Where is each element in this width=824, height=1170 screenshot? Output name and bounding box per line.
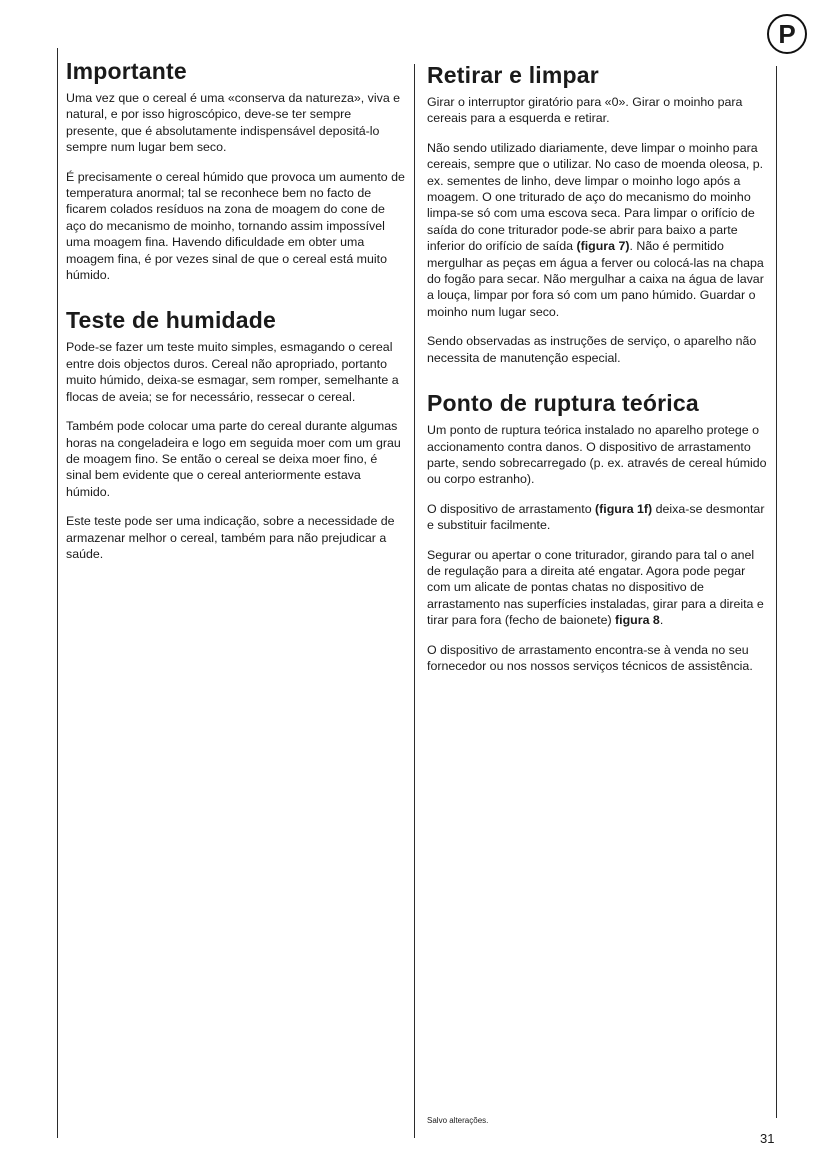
figure-reference: figura 8 [615,613,660,628]
left-column [66,58,406,575]
page-number: 31 [760,1131,775,1146]
paragraph [427,547,767,629]
text-run: Segurar ou apertar o cone triturador, girando para tal o anel de regulação para a direita até engatar. Agora pode pegar com um alicate de pontas chatas no dispositivo de arrastamento nas superfícies instaladas, girar para a direita e tirar para fora (fecho de baionete) [427,547,764,628]
left-margin-rule [57,48,58,1138]
language-badge: P [767,14,807,54]
paragraph [427,501,767,534]
text-run: O dispositivo de arrastamento [427,501,596,516]
section-teste-de-humidade [66,307,406,562]
paragraph: Um ponto de ruptura teórica instalado no aparelho protege o accionamento contra danos. O dispositivo de arrastamento parte, sendo sobrecarregado (p. ex. através de cereal húmido ou corpo estranho). [427,423,767,487]
figure-reference: (figura 7) [576,239,630,254]
text-run: . Não é permitido mergulhar as peças em água a ferver ou colocá-las na chapa do fogão para secar. Não mergulhar a caixa na água de lavar a louça, limpar por fora só com um pano húmido. Guardar o moinho num lugar seco. [427,239,764,319]
paragraph: Pode-se fazer um teste muito simples, esmagando o cereal entre dois objectos duros. Cereal não apropriado, portanto muito húmido, deixa-se esmagar, sem romper, semelhante a flocas de aveia; se for necessário, ressecar o cereal. [66,340,399,404]
right-column [427,62,767,687]
paragraph: Uma vez que o cereal é uma «conserva da natureza», viva e natural, e por isso higroscópico, deve-se ter sempre presente, que é absolutamente indispensável depositá-lo sempre num lugar bem seco. [66,91,401,155]
text-run: . [659,613,664,628]
footer-note: Salvo alterações. [427,1116,489,1125]
paragraph: Sendo observadas as instruções de serviço, o aparelho não necessita de manutenção especial. [427,334,757,365]
heading-ponto-de-ruptura: Ponto de ruptura teórica [427,390,699,417]
paragraph: É precisamente o cereal húmido que provoca um aumento de temperatura anormal; tal se reconhece bem no facto de ficarem colados resíduos na zona de moagem do cone de aço do mecanismo de moinho, tornando assim impossível uma moagem fina. Havendo dificuldade em obter uma moagem fina, é por vezes sinal de que o cereal está muito húmido. [66,169,405,283]
paragraph: Também pode colocar uma parte do cereal durante algumas horas na congeladeira e logo em seguida moer com um grau de moagem fino. Se então o cereal se deixa moer fino, é sinal bem evidente que o cereal anteriormente estava húmido. [66,419,401,499]
figure-reference: (figura 1f) [595,501,653,516]
paragraph: O dispositivo de arrastamento encontra-se à venda no seu fornecedor ou nos nossos serviços técnicos de assistência. [427,642,753,673]
text-run: Não sendo utilizado diariamente, deve limpar o moinho para cereais, sempre que o utilizar. No caso de moenda oleosa, p. ex. sementes de linho, deve limpar o moinho logo após a moagem. O one triturado de aço do mecanismo do moinho limpa-se só com uma escova seca. Para limpar o orifício de saída do cone triturador pode-se abrir para baixo a parte inferior do orifício de saída [427,140,764,254]
paragraph: Este teste pode ser uma indicação, sobre a necessidade de armazenar melhor o cereal, também para não prejudicar a saúde. [66,514,395,561]
column-divider-rule [414,64,415,1138]
paragraph: Girar o interruptor giratório para «0». Girar o moinho para cereais para a esquerda e retirar. [427,95,743,126]
section-importante [66,58,406,283]
section-retirar-e-limpar [427,62,767,366]
section-ponto-de-ruptura [427,390,767,674]
heading-importante: Importante [66,58,187,84]
heading-retirar-e-limpar: Retirar e limpar [427,62,599,88]
right-margin-rule [776,66,777,1118]
text-run: deixa-se desmontar e substituir facilmente. [427,501,765,533]
paragraph [427,140,767,320]
heading-teste-de-humidade: Teste de humidade [66,307,277,334]
